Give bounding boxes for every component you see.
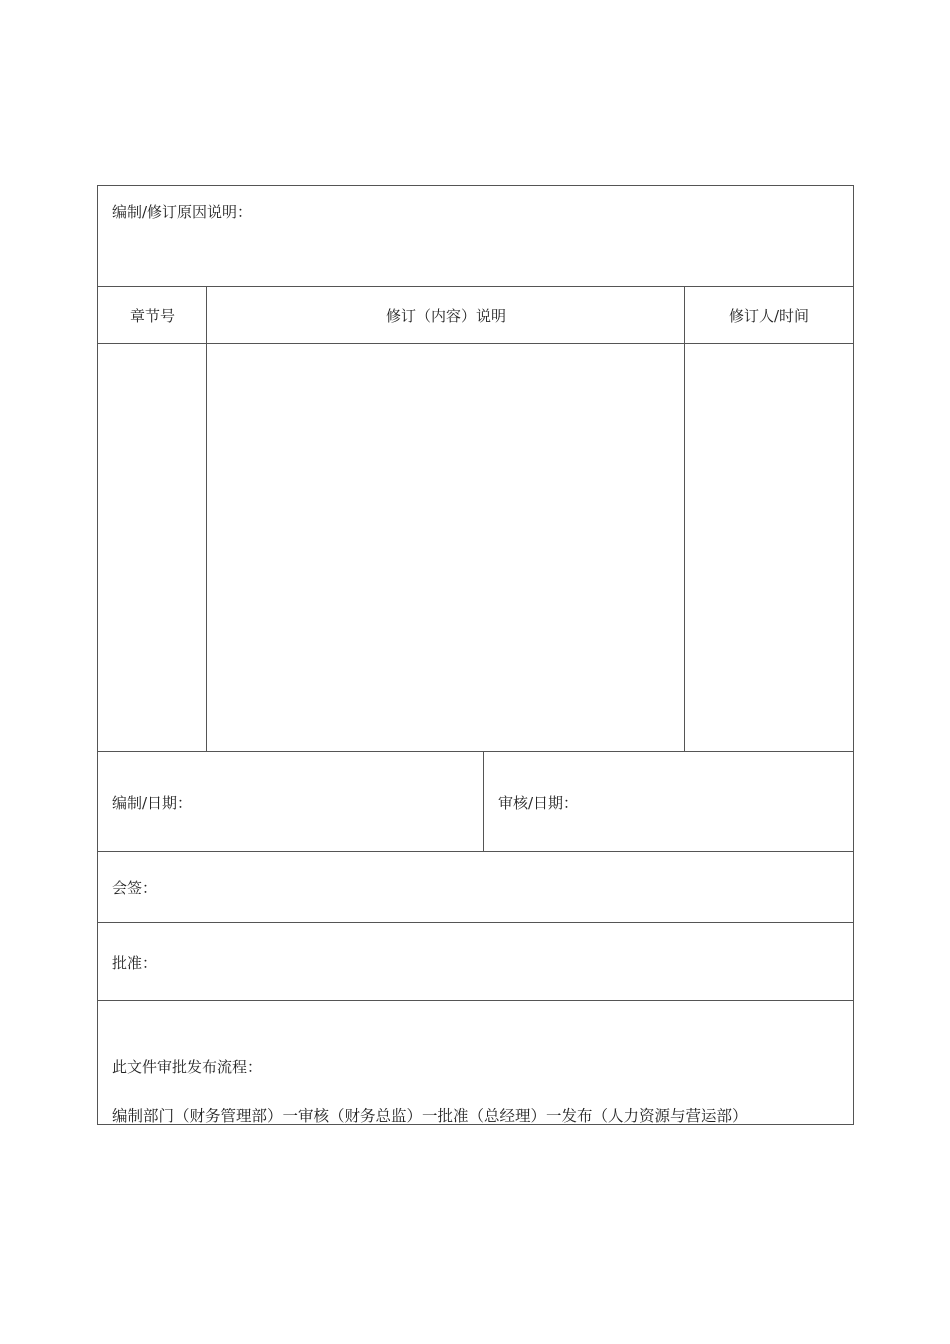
- reason-label: 编制/修订原因说明：: [112, 203, 253, 221]
- review-date-label: 审核/日期：: [498, 794, 579, 812]
- header-reviser-time-cell: [685, 287, 853, 343]
- header-section-no-cell: [98, 287, 207, 343]
- compile-date-label: 编制/日期：: [112, 794, 193, 812]
- review-date-cell: [484, 752, 853, 851]
- countersign-row: [98, 852, 853, 923]
- revision-desc-entry[interactable]: [207, 344, 684, 751]
- workflow-row: [98, 1001, 853, 1125]
- revision-record-form: [97, 185, 854, 1125]
- approve-label: 批准：: [112, 954, 158, 972]
- revision-content-row: [98, 344, 853, 752]
- header-row: [98, 287, 853, 344]
- reason-row: [98, 186, 853, 287]
- header-revision-desc-cell: [207, 287, 685, 343]
- approve-row: [98, 923, 853, 1001]
- countersign-label: 会签：: [112, 879, 158, 897]
- workflow-label: 此文件审批发布流程：: [112, 1058, 263, 1076]
- compile-date-cell: [98, 752, 483, 851]
- header-reviser-time: 修订人/时间: [728, 306, 810, 325]
- section-no-entry[interactable]: [98, 344, 206, 751]
- header-section-no: 章节号: [129, 306, 175, 325]
- reviser-time-entry[interactable]: [685, 344, 853, 751]
- header-revision-desc: 修订（内容）说明: [385, 306, 506, 325]
- sign-date-row: [98, 752, 853, 852]
- workflow-steps: 编制部门（财务管理部）一审核（财务总监）一批准（总经理）一发布（人力资源与营运部）: [112, 1107, 748, 1125]
